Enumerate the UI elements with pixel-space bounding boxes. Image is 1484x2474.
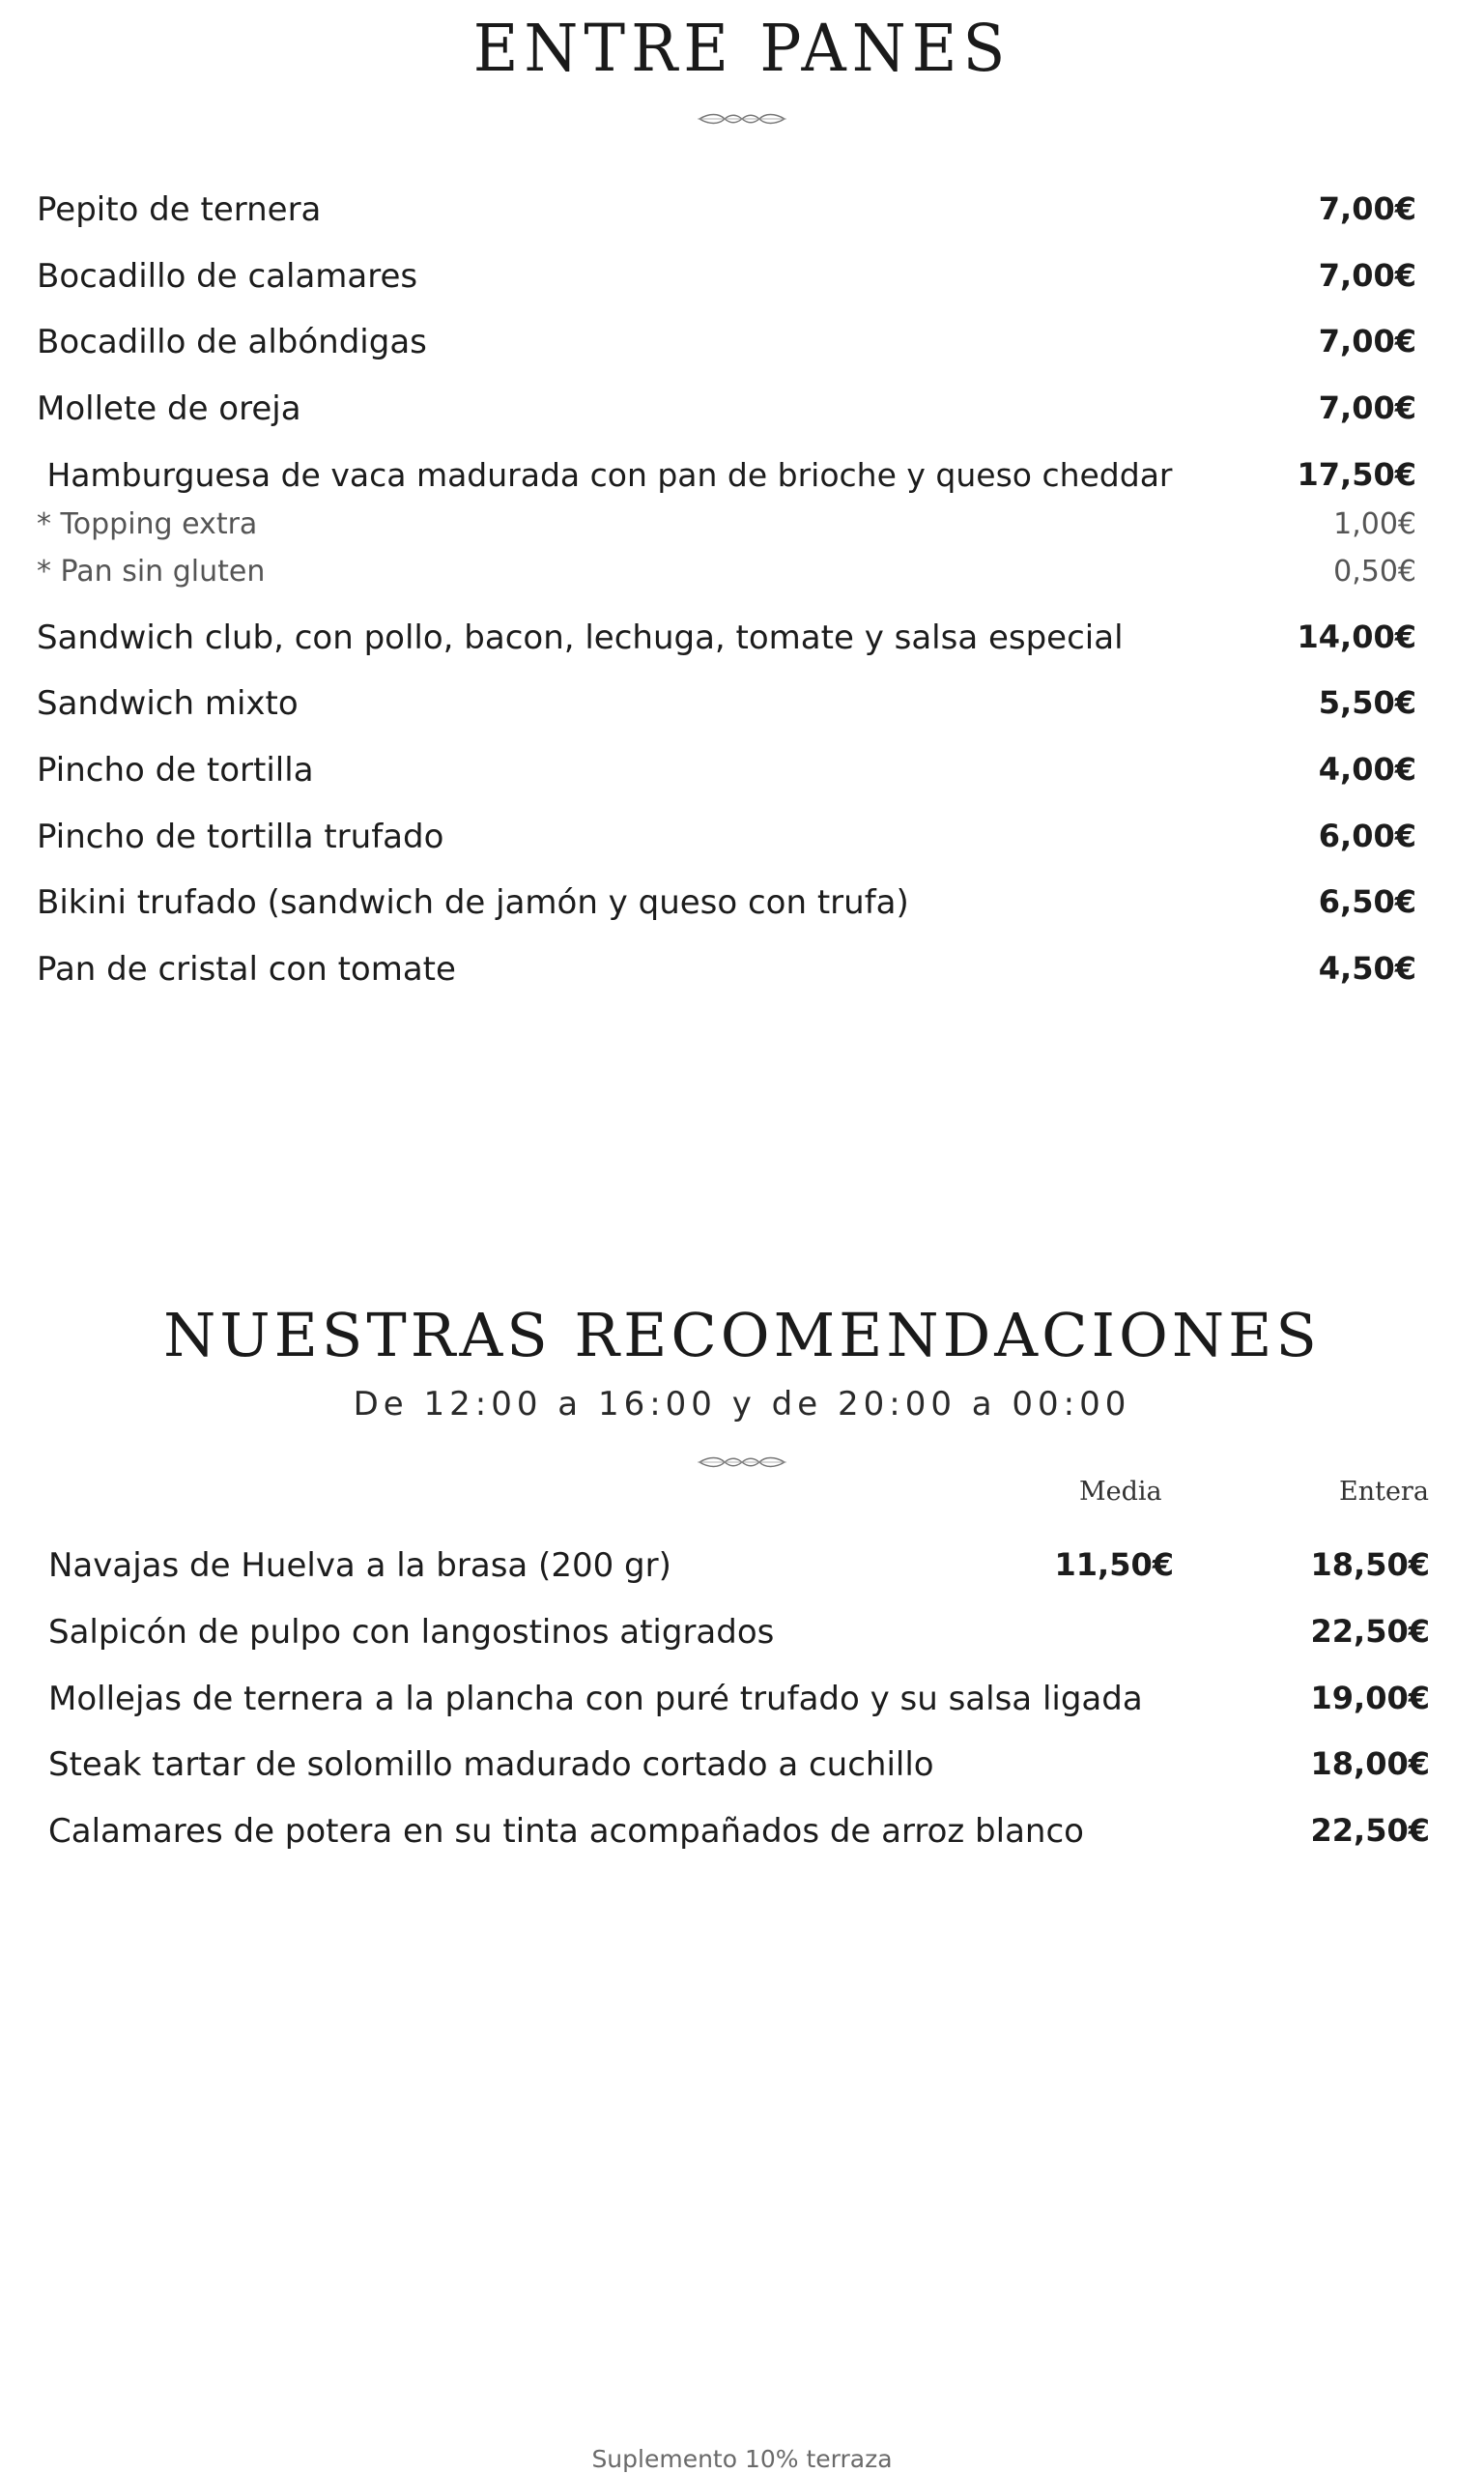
ornament-divider (0, 111, 1484, 127)
ornament-icon (696, 1454, 788, 1470)
menu-item (48, 1613, 1430, 1661)
item-price: 0,50€ (1333, 555, 1416, 589)
item-price: 7,00€ (1318, 323, 1416, 360)
column-header-media: Media (1079, 1477, 1162, 1507)
item-price: 4,00€ (1318, 751, 1416, 788)
menu-item-extra (37, 507, 1416, 556)
menu-item (37, 618, 1416, 667)
item-name: Sandwich mixto (37, 684, 299, 723)
menu-item (37, 456, 1416, 504)
menu-item (37, 818, 1416, 866)
menu-item (37, 190, 1416, 239)
section-title-entre-panes: ENTRE PANES (472, 12, 1012, 87)
item-price-entera: 22,50€ (1310, 1613, 1430, 1650)
item-name: Bocadillo de calamares (37, 257, 418, 296)
section-title-recomendaciones: NUESTRAS RECOMENDACIONES (163, 1300, 1321, 1370)
item-name: Calamares de potera en su tinta acompañados de arroz blanco (48, 1812, 1084, 1851)
menu-item (37, 950, 1416, 998)
menu-item (48, 1680, 1430, 1728)
menu-item (37, 751, 1416, 799)
item-price-media: 11,50€ (1054, 1546, 1174, 1583)
item-price: 7,00€ (1318, 190, 1416, 227)
item-price-entera: 18,00€ (1310, 1745, 1430, 1782)
menu-item (37, 257, 1416, 305)
footer-note: Suplemento 10% terraza (591, 2445, 893, 2473)
item-price-entera: 18,50€ (1310, 1546, 1430, 1583)
item-name: Pincho de tortilla (37, 751, 314, 790)
item-price: 5,50€ (1318, 684, 1416, 721)
item-price: 6,50€ (1318, 883, 1416, 920)
menu-item (37, 389, 1416, 438)
item-price: 14,00€ (1297, 618, 1416, 655)
ornament-icon (696, 111, 788, 127)
item-price: 7,00€ (1318, 257, 1416, 294)
item-name: * Topping extra (37, 507, 258, 541)
item-name: Mollete de oreja (37, 389, 301, 428)
item-name: Sandwich club, con pollo, bacon, lechuga, tomate y salsa especial (37, 618, 1124, 657)
item-price: 6,00€ (1318, 818, 1416, 854)
item-price: 17,50€ (1297, 456, 1416, 493)
item-name: Steak tartar de solomillo madurado cortado a cuchillo (48, 1745, 934, 1784)
item-name: Pincho de tortilla trufado (37, 818, 444, 856)
menu-item (37, 684, 1416, 733)
item-price-entera: 22,50€ (1310, 1812, 1430, 1849)
column-header-entera: Entera (1339, 1477, 1429, 1507)
menu-item (48, 1812, 1430, 1860)
menu-item (48, 1745, 1430, 1794)
item-name: Bikini trufado (sandwich de jamón y queso con trufa) (37, 883, 909, 922)
item-name: Bocadillo de albóndigas (37, 323, 427, 361)
item-price: 4,50€ (1318, 950, 1416, 987)
item-price-entera: 19,00€ (1310, 1680, 1430, 1716)
item-name: * Pan sin gluten (37, 555, 266, 589)
item-name: Salpicón de pulpo con langostinos atigrados (48, 1613, 775, 1652)
ornament-divider (0, 1454, 1484, 1470)
item-name: Navajas de Huelva a la brasa (200 gr) (48, 1546, 671, 1585)
item-price: 7,00€ (1318, 389, 1416, 426)
item-name: Pepito de ternera (37, 190, 322, 229)
item-name: Hamburguesa de vaca madurada con pan de brioche y queso cheddar (37, 456, 1173, 494)
schedule-subtitle: De 12:00 a 16:00 y de 20:00 a 00:00 (353, 1385, 1131, 1424)
menu-item (37, 883, 1416, 932)
item-name: Pan de cristal con tomate (37, 950, 456, 989)
menu-item (48, 1546, 1430, 1595)
item-price: 1,00€ (1333, 507, 1416, 541)
menu-item (37, 323, 1416, 371)
item-name: Mollejas de ternera a la plancha con puré trufado y su salsa ligada (48, 1680, 1143, 1718)
menu-item-extra (37, 555, 1416, 603)
